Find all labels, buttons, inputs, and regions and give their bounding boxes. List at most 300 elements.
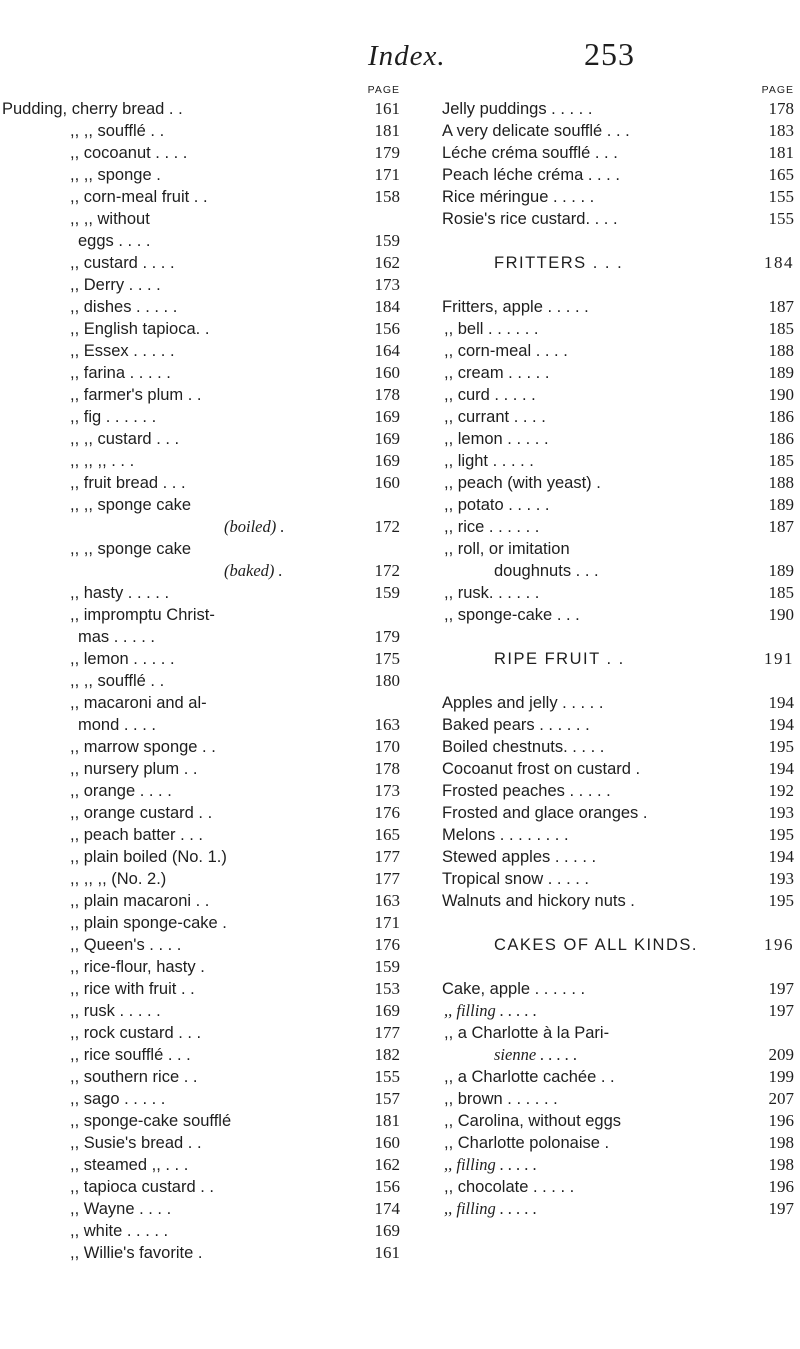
entry-page-number: 184 [374,297,400,316]
entry-text: ,, marrow sponge . . [70,738,216,756]
index-entry [0,538,400,560]
entry-text: ,, ,, sponge cake [70,540,192,558]
entry-text: ,, ,, without [70,210,150,228]
entry-text: ,, ,, soufflé . . [70,122,165,140]
entry-page-number: 186 [768,407,794,426]
entry-page-number: 194 [768,715,794,734]
entry-text: ,, white . . . . . [70,1222,169,1240]
index-entry [404,714,794,736]
entry-text: ,, a Charlotte cachée . . [444,1068,615,1086]
entry-text: Apples and jelly . . . . . [442,694,604,712]
entry-page-number: 174 [374,1199,400,1218]
index-entry [0,274,400,296]
entry-text: ,, roll, or imitation [444,540,570,558]
entry-page-number: 159 [374,231,400,250]
index-entry [404,318,794,340]
entry-page-number: 187 [768,517,794,536]
entry-page-number: 189 [768,363,794,382]
index-entry [404,1066,794,1088]
entry-page-number: 207 [768,1089,794,1108]
index-entry [404,538,794,560]
index-entry [404,890,794,912]
entry-page-number: 199 [768,1067,794,1086]
entry-page-number: 176 [374,803,400,822]
index-entry [0,1154,400,1176]
entry-text: ,, Derry . . . . [70,276,161,294]
index-entry [404,120,794,142]
entry-page-number: 159 [374,957,400,976]
entry-text: ,, Charlotte polonaise . [444,1134,610,1152]
entry-text: ,, ,, custard . . . [70,430,180,448]
entry-text: ,, light . . . . . [444,452,534,470]
index-entry [0,494,400,516]
entry-text: ,, a Charlotte à la Pari- [444,1024,610,1042]
index-entry [0,1000,400,1022]
entry-page-number: 165 [768,165,794,184]
index-entry [404,516,794,538]
index-entry [0,450,400,472]
entry-text: ,, farina . . . . . [70,364,171,382]
entry-text: Rice méringue . . . . . [442,188,595,206]
entry-text: Melons . . . . . . . . [442,826,569,844]
page-label: PAGE [761,84,794,96]
index-entry [0,1110,400,1132]
entry-page-number: 196 [764,935,794,954]
entry-text: Jelly puddings . . . . . [442,100,593,118]
index-entry [404,802,794,824]
entry-page-number: 190 [768,385,794,404]
entry-page-number: 189 [768,561,794,580]
index-entry [404,142,794,164]
entry-page-number: 157 [374,1089,400,1108]
index-entry [0,98,400,120]
entry-text: Tropical snow . . . . . [442,870,590,888]
entry-page-number: 188 [768,473,794,492]
entry-text: RIPE FRUIT . . [494,650,625,668]
section-spacer [404,626,794,648]
entry-page-number: 194 [768,847,794,866]
entry-page-number: 181 [768,143,794,162]
page-header [0,0,800,80]
entry-text: Cocoanut frost on custard . [442,760,641,778]
entry-page-number: 185 [768,319,794,338]
index-entry [404,824,794,846]
index-entry [404,98,794,120]
section-spacer [404,274,794,296]
entry-text: CAKES OF ALL KINDS. [494,936,698,954]
entry-text: ,, Wayne . . . . [70,1200,172,1218]
entry-page-number: 177 [374,869,400,888]
page-number: 253 [584,36,635,72]
entry-text: ,, sponge-cake soufflé [70,1112,232,1130]
entry-text: (boiled) . [224,517,285,536]
entry-page-number: 161 [374,99,400,118]
entry-text: ,, corn-meal . . . . [444,342,568,360]
index-entry [404,560,794,582]
index-entry [404,296,794,318]
index-entry [0,318,400,340]
entry-page-number: 165 [374,825,400,844]
entry-text: ,, rock custard . . . [70,1024,202,1042]
index-entry [0,560,400,582]
entry-page-number: 172 [374,517,400,536]
index-entry [0,208,400,230]
entry-page-number: 158 [374,187,400,206]
entry-page-number: 178 [768,99,794,118]
entry-page-number: 179 [374,627,400,646]
index-entry [0,428,400,450]
entry-page-number: 160 [374,1133,400,1152]
entry-text: ,, tapioca custard . . [70,1178,214,1196]
index-entry [404,868,794,890]
index-entry [0,1198,400,1220]
entry-text: mond . . . . [78,716,156,734]
index-entry [0,692,400,714]
index-entry [0,626,400,648]
entry-page-number: 176 [374,935,400,954]
index-entry [404,582,794,604]
entry-text: ,, plain macaroni . . [70,892,210,910]
entry-page-number: 163 [374,891,400,910]
index-entry [0,846,400,868]
entry-page-number: 192 [768,781,794,800]
index-entry [0,780,400,802]
entry-page-number: 193 [768,869,794,888]
entry-page-number: 160 [374,363,400,382]
index-entry [0,934,400,956]
entry-text: ,, rusk. . . . . . [444,584,540,602]
entry-text: ,, farmer's plum . . [70,386,202,404]
entry-text: ,, ,, ,, (No. 2.) [70,870,167,888]
entry-text: eggs . . . . [78,232,151,250]
entry-text: ,, steamed ,, . . . [70,1156,189,1174]
index-entry [0,714,400,736]
entry-page-number: 169 [374,1221,400,1240]
entry-text: (baked) . [224,561,283,580]
entry-page-number: 173 [374,781,400,800]
index-column-right [404,82,794,1220]
entry-page-number: 196 [768,1177,794,1196]
entry-text: ,, macaroni and al- [70,694,207,712]
entry-text: ,, rice soufflé . . . [70,1046,191,1064]
entry-page-number: 195 [768,737,794,756]
entry-text: ,, ,, ,, . . . [70,452,135,470]
entry-page-number: 209 [768,1045,794,1064]
entry-page-number: 185 [768,451,794,470]
entry-page-number: 184 [764,253,794,272]
entry-page-number: 190 [768,605,794,624]
entry-text: Cake, apple . . . . . . [442,980,586,998]
page-title: Index. [368,40,446,72]
index-entry [0,1176,400,1198]
index-entry [404,780,794,802]
index-entry [0,384,400,406]
entry-page-number: 153 [374,979,400,998]
entry-page-number: 198 [768,1133,794,1152]
index-entry [404,494,794,516]
entry-text: Peach léche créma . . . . [442,166,620,184]
entry-text: ,, fig . . . . . . [70,408,157,426]
entry-text: ,, rice-flour, hasty . [70,958,205,976]
page-column-heading [0,82,400,98]
entry-page-number: 180 [374,671,400,690]
section-heading [404,934,794,956]
entry-text: ,, filling . . . . . [444,1155,538,1174]
entry-page-number: 191 [764,649,794,668]
index-entry [0,670,400,692]
entry-page-number: 195 [768,891,794,910]
section-spacer [404,670,794,692]
entry-text: ,, peach batter . . . [70,826,203,844]
section-spacer [404,230,794,252]
entry-page-number: 197 [768,979,794,998]
index-entry [0,604,400,626]
index-entry [0,912,400,934]
entry-page-number: 194 [768,759,794,778]
entry-text: ,, nursery plum . . [70,760,198,778]
index-entry [0,516,400,538]
entry-page-number: 164 [374,341,400,360]
index-column-left [0,82,400,1264]
entry-page-number: 156 [374,319,400,338]
entry-text: Frosted peaches . . . . . [442,782,611,800]
index-entry [0,890,400,912]
index-entry [0,868,400,890]
index-entry [0,120,400,142]
entry-text: ,, lemon . . . . . [70,650,175,668]
index-entry [404,1198,794,1220]
index-entry [0,1088,400,1110]
entry-page-number: 160 [374,473,400,492]
entry-text: ,, southern rice . . [70,1068,198,1086]
entry-page-number: 155 [768,187,794,206]
entry-text: ,, Susie's bread . . [70,1134,202,1152]
entry-text: FRITTERS . . . [494,254,624,272]
entry-page-number: 169 [374,429,400,448]
entry-text: ,, filling . . . . . [444,1199,538,1218]
entry-page-number: 172 [374,561,400,580]
index-entry [404,1176,794,1198]
entry-text: ,, hasty . . . . . [70,584,170,602]
entry-page-number: 163 [374,715,400,734]
index-entry [404,1044,794,1066]
index-entry [0,758,400,780]
entry-text: ,, rice with fruit . . [70,980,195,998]
index-entry [404,406,794,428]
entry-page-number: 195 [768,825,794,844]
entry-page-number: 181 [374,121,400,140]
entry-text: ,, lemon . . . . . [444,430,549,448]
index-entry [0,736,400,758]
entry-text: Pudding, cherry bread . . [2,100,183,118]
entry-text: ,, orange custard . . [70,804,213,822]
entry-page-number: 171 [374,165,400,184]
index-entry [404,978,794,1000]
entry-page-number: 170 [374,737,400,756]
entry-text: ,, bell . . . . . . [444,320,539,338]
page-label: PAGE [367,84,400,96]
entry-page-number: 169 [374,451,400,470]
index-entry [404,1000,794,1022]
entry-page-number: 188 [768,341,794,360]
entry-text: ,, Willie's favorite . [70,1244,203,1262]
index-entry [0,648,400,670]
entry-page-number: 161 [374,1243,400,1262]
entry-text: ,, rice . . . . . . [444,518,540,536]
entry-text: ,, dishes . . . . . [70,298,178,316]
index-entry [404,428,794,450]
entry-page-number: 169 [374,1001,400,1020]
entry-text: ,, sponge-cake . . . [444,606,580,624]
index-entry [404,1154,794,1176]
section-spacer [404,912,794,934]
index-entry [404,450,794,472]
entry-page-number: 162 [374,253,400,272]
index-entry [0,1044,400,1066]
entry-text: ,, sago . . . . . [70,1090,166,1108]
entry-text: Rosie's rice custard. . . . [442,210,618,228]
entry-text: ,, Queen's . . . . [70,936,182,954]
entry-text: Léche créma soufflé . . . [442,144,618,162]
entry-page-number: 196 [768,1111,794,1130]
index-entry [0,582,400,604]
entry-page-number: 179 [374,143,400,162]
entry-page-number: 198 [768,1155,794,1174]
entry-page-number: 155 [768,209,794,228]
entry-page-number: 185 [768,583,794,602]
entry-text: ,, currant . . . . [444,408,546,426]
section-heading [404,648,794,670]
entry-text: ,, orange . . . . [70,782,172,800]
entry-text: Boiled chestnuts. . . . . [442,738,605,756]
entry-text: ,, peach (with yeast) . [444,474,601,492]
entry-page-number: 162 [374,1155,400,1174]
entry-text: doughnuts . . . [494,562,599,580]
index-entry [404,384,794,406]
entry-page-number: 159 [374,583,400,602]
index-entry [0,296,400,318]
section-heading [404,252,794,274]
entry-page-number: 177 [374,1023,400,1042]
entry-text: ,, ,, sponge cake [70,496,192,514]
index-entry [0,956,400,978]
entry-text: Frosted and glace oranges . [442,804,648,822]
entry-text: ,, curd . . . . . [444,386,536,404]
index-entry [404,1088,794,1110]
entry-page-number: 186 [768,429,794,448]
entry-page-number: 156 [374,1177,400,1196]
index-entry [0,1132,400,1154]
entry-text: ,, Carolina, without eggs [444,1112,622,1130]
entry-text: ,, potato . . . . . [444,496,550,514]
index-entry [404,736,794,758]
index-entry [0,1066,400,1088]
entry-text: Baked pears . . . . . . [442,716,590,734]
entry-text: ,, ,, sponge . [70,166,161,184]
entry-text: sienne . . . . . [494,1045,578,1064]
index-entry [404,1132,794,1154]
entry-page-number: 194 [768,693,794,712]
index-entry [0,1022,400,1044]
index-entry [0,142,400,164]
entry-text: ,, corn-meal fruit . . [70,188,208,206]
entry-page-number: 177 [374,847,400,866]
entry-page-number: 189 [768,495,794,514]
entry-page-number: 197 [768,1199,794,1218]
entry-page-number: 178 [374,385,400,404]
index-entry [404,846,794,868]
entry-text: ,, brown . . . . . . [444,1090,558,1108]
entry-page-number: 181 [374,1111,400,1130]
entry-text: mas . . . . . [78,628,156,646]
entry-page-number: 197 [768,1001,794,1020]
index-entry [0,164,400,186]
index-entry [0,252,400,274]
entry-page-number: 171 [374,913,400,932]
entry-text: ,, filling . . . . . [444,1001,538,1020]
index-entry [0,978,400,1000]
entry-text: ,, plain boiled (No. 1.) [70,848,227,866]
entry-text: ,, chocolate . . . . . [444,1178,575,1196]
entry-page-number: 155 [374,1067,400,1086]
entry-text: ,, cocoanut . . . . [70,144,188,162]
entry-text: A very delicate soufflé . . . [442,122,630,140]
index-entry [0,186,400,208]
index-entry [0,472,400,494]
entry-text: ,, English tapioca. . [70,320,210,338]
index-entry [404,692,794,714]
entry-page-number: 187 [768,297,794,316]
index-entry [404,362,794,384]
index-entry [404,604,794,626]
entry-text: Fritters, apple . . . . . [442,298,589,316]
index-entry [404,1022,794,1044]
index-entry [404,186,794,208]
index-entry [0,230,400,252]
entry-text: ,, ,, soufflé . . [70,672,165,690]
index-entry [0,1220,400,1242]
entry-text: ,, impromptu Christ- [70,606,215,624]
index-entry [404,208,794,230]
entry-text: ,, rusk . . . . . [70,1002,161,1020]
index-entry [404,758,794,780]
entry-page-number: 183 [768,121,794,140]
entry-text: ,, cream . . . . . [444,364,550,382]
section-spacer [404,956,794,978]
index-entry [0,362,400,384]
index-entry [0,340,400,362]
index-entry [0,802,400,824]
entry-page-number: 175 [374,649,400,668]
entry-page-number: 182 [374,1045,400,1064]
index-entry [0,406,400,428]
entry-page-number: 193 [768,803,794,822]
page-column-heading [404,82,794,98]
entry-text: ,, fruit bread . . . [70,474,186,492]
index-entry [0,824,400,846]
entry-text: ,, plain sponge-cake . [70,914,227,932]
entry-page-number: 178 [374,759,400,778]
index-entry [404,340,794,362]
entry-page-number: 173 [374,275,400,294]
entry-text: Walnuts and hickory nuts . [442,892,635,910]
index-entry [404,1110,794,1132]
index-entry [0,1242,400,1264]
entry-text: Stewed apples . . . . . [442,848,597,866]
entry-text: ,, Essex . . . . . [70,342,175,360]
entry-page-number: 169 [374,407,400,426]
index-entry [404,164,794,186]
